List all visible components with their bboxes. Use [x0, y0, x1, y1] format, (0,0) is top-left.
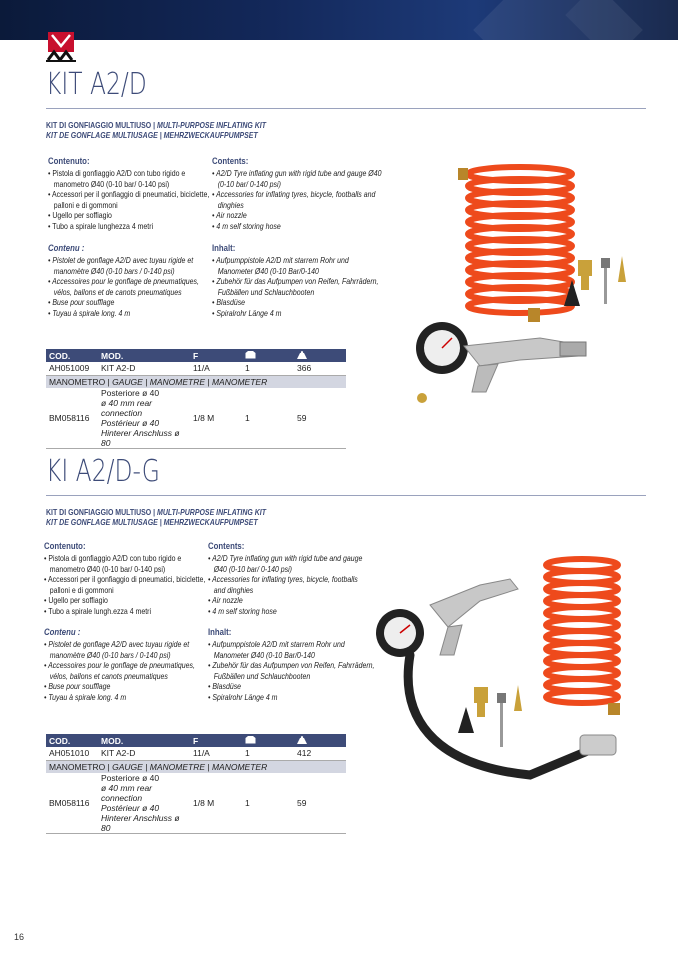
table-band: MANOMETRO | GAUGE | MANOMETRE | MANOMETER [46, 375, 346, 388]
contenuto-block: Contenuto: • Pistola di gonfiaggio A2/D con tubo rigido e manometro Ø40 (0-10 bar/ 0-140 psi) • Accessori per il gonfiaggio di pneumatici, biciclette, palloni e di gommoni • Ugello per soffiagio • Tubo a spirale lunghezza 4 metri [48, 156, 212, 232]
header-banner [0, 0, 678, 40]
weight-icon [294, 734, 346, 747]
col-mod: MOD. [101, 735, 124, 746]
product-photo-kit-a2d-g [370, 555, 650, 835]
kit-title: KI A2/D-G [46, 454, 160, 489]
spec-table [46, 349, 346, 449]
kit-title: KIT A2/D [46, 67, 147, 102]
weight-icon [294, 349, 346, 362]
col-cod: COD. [49, 350, 71, 361]
table-band: MANOMETRO | GAUGE | MANOMETRE | MANOMETER [46, 760, 346, 773]
contenu-block: Contenu : • Pistolet de gonflage A2/D avec tuyau rigide et manomètre Ø40 (0-10 bars / 0-140 psi) • Accessoires pour le gonflage de pneumatiques, vélos, ballons et de canots pneumatiques • Buse pour soufflage • Tuyau à spirale long. 4 m [48, 243, 212, 319]
col-f: F [193, 735, 199, 746]
col-cod: COD. [49, 735, 71, 746]
inhalt-block: Inhalt: • Aufpumppistole A2/D mit starrem Rohr und Manometer Ø40 (0-10 Bar/0-140 • Zubehör für das Aufpumpen von Reifen, Fahrrädern, Fußbällen und Schlauchbooten • Blasdüse • Spiralrohr Länge 4 m [212, 243, 386, 319]
table-row: BM058116 Posteriore ø 40 ø 40 mm rear connection Postérieur ø 40 Hinterer Anschluss ø 80 1/8 M 1 59 [46, 773, 346, 834]
contenuto-block: Contenuto: • Pistola di gonfiaggio A2/D con tubo rigido e manometro Ø40 (0-10 bar/ 0-140 psi) • Accessori per il gonfiaggio di pneumatici, biciclette, palloni e di gommoni • Ugello per soffiagio • Tubo a spirale lungh.ezza 4 metri [44, 541, 208, 617]
col-f: F [193, 350, 199, 361]
kit-subtitle: KIT DI GONFIAGGIO MULTIUSO | MULTI-PURPOSE INFLATING KIT KIT DE GONFLAGE MULTIUSAGE | MEHRZWECKAUFPUMPSET [46, 507, 266, 527]
box-icon [242, 734, 294, 747]
contents-block: Contents: • A2/D Tyre inflating gun with rigid tube and gauge Ø40 (0-10 bar/ 0-140 psi) • Accessories for inflating tyres, bicycle, footballs and dinghies • Air nozzle • 4 m self storing hose [212, 156, 386, 232]
contents-block: Contents: • A2/D Tyre inflating gun with rigid tube and gauge Ø40 (0-10 bar/ 0-140 psi) • Accessories for inflating tyres, bicycle, footballs and dinghies • Air nozzle • 4 m self storing hose [208, 541, 364, 617]
box-icon [242, 349, 294, 362]
table-row: AH051009 KIT A2-D 11/A 1 366 [46, 362, 346, 375]
contenu-block: Contenu : • Pistolet de gonflage A2/D avec tuyau rigide et manomètre Ø40 (0-10 bars / 0-140 psi) • Accessoires pour le gonflage de pneumatiques, vélos, ballons et canots pneumatiques • Buse pour soufflage • Tuyau à spirale long. 4 m [44, 627, 208, 703]
table-row: AH051010 KIT A2-D 11/A 1 412 [46, 747, 346, 760]
inhalt-block: Inhalt: • Aufpumppistole A2/D mit starrem Rohr und Manometer Ø40 (0-10 Bar/0-140 • Zubehör für das Aufpumpen von Reifen, Fahrrädern, Fußbällen und Schlauchbooten • Blasdüse • Spiralrohr Länge 4 m [208, 627, 382, 703]
col-mod: MOD. [101, 350, 124, 361]
kit-subtitle: KIT DI GONFIAGGIO MULTIUSO | MULTI-PURPOSE INFLATING KIT KIT DE GONFLAGE MULTIUSAGE | MEHRZWECKAUFPUMPSET [46, 120, 266, 140]
product-photo-kit-a2d [400, 160, 660, 410]
brand-logo-icon [46, 32, 76, 62]
table-row: BM058116 Posteriore ø 40 ø 40 mm rear connection Postérieur ø 40 Hinterer Anschluss ø 80 1/8 M 1 59 [46, 388, 346, 449]
spec-table [46, 734, 346, 834]
page-number: 16 [14, 932, 25, 942]
